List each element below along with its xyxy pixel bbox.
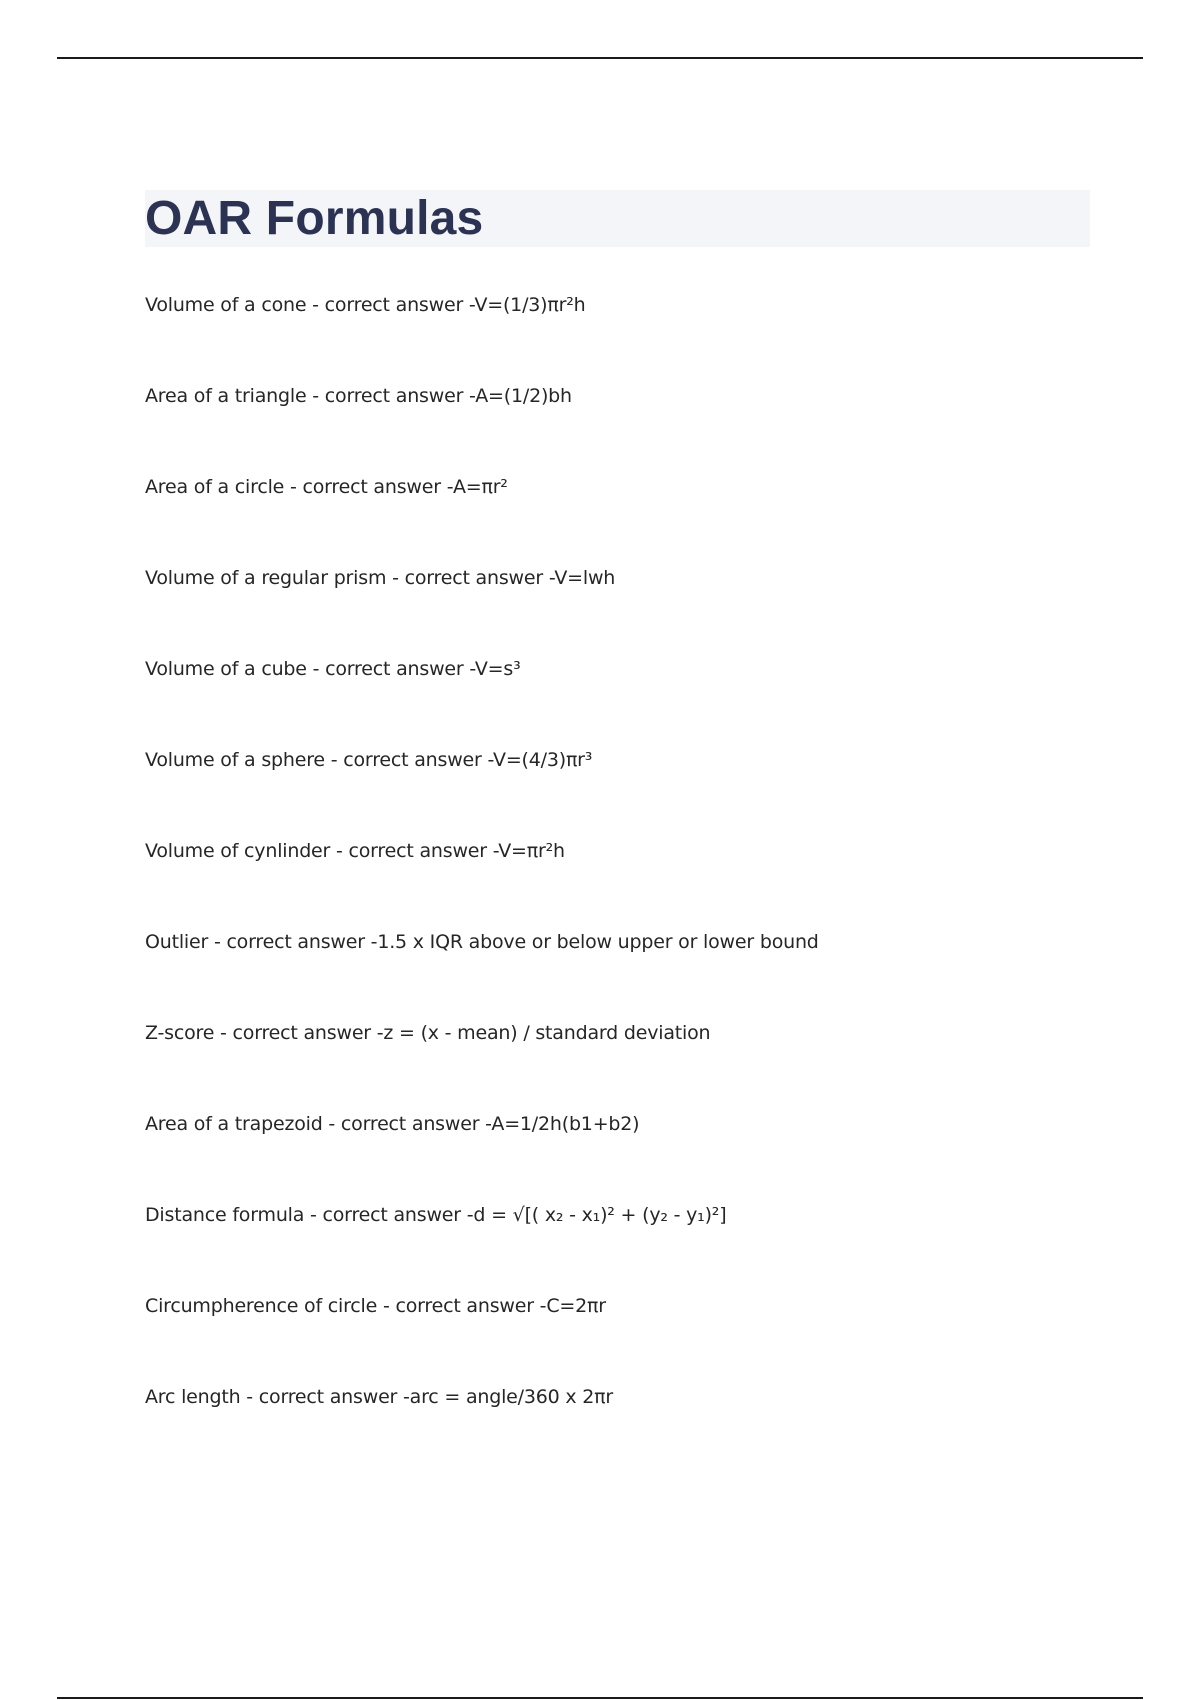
document-title: OAR Formulas	[145, 192, 484, 245]
list-item: Arc length - correct answer -arc = angle/360 x 2πr	[145, 1386, 613, 1408]
list-item: Area of a circle - correct answer -A=πr²	[145, 476, 508, 498]
list-item: Outlier - correct answer -1.5 x IQR above or below upper or lower bound	[145, 931, 819, 953]
list-item: Distance formula - correct answer -d = √[( x₂ - x₁)² + (y₂ - y₁)²]	[145, 1204, 727, 1226]
header-rule	[57, 57, 1143, 59]
list-item: Volume of a regular prism - correct answer -V=lwh	[145, 567, 616, 589]
list-item: Volume of a sphere - correct answer -V=(4/3)πr³	[145, 749, 593, 771]
list-item: Volume of a cone - correct answer -V=(1/3)πr²h	[145, 294, 586, 316]
list-item: Area of a trapezoid - correct answer -A=1/2h(b1+b2)	[145, 1113, 640, 1135]
formula-list	[145, 292, 1090, 1475]
list-item: Volume of a cube - correct answer -V=s³	[145, 658, 521, 680]
list-item: Circumpherence of circle - correct answer -C=2πr	[145, 1295, 606, 1317]
list-item: Area of a triangle - correct answer -A=(1/2)bh	[145, 385, 572, 407]
list-item: Volume of cynlinder - correct answer -V=πr²h	[145, 840, 565, 862]
list-item: Z-score - correct answer -z = (x - mean) / standard deviation	[145, 1022, 711, 1044]
footer-rule	[57, 1697, 1143, 1699]
